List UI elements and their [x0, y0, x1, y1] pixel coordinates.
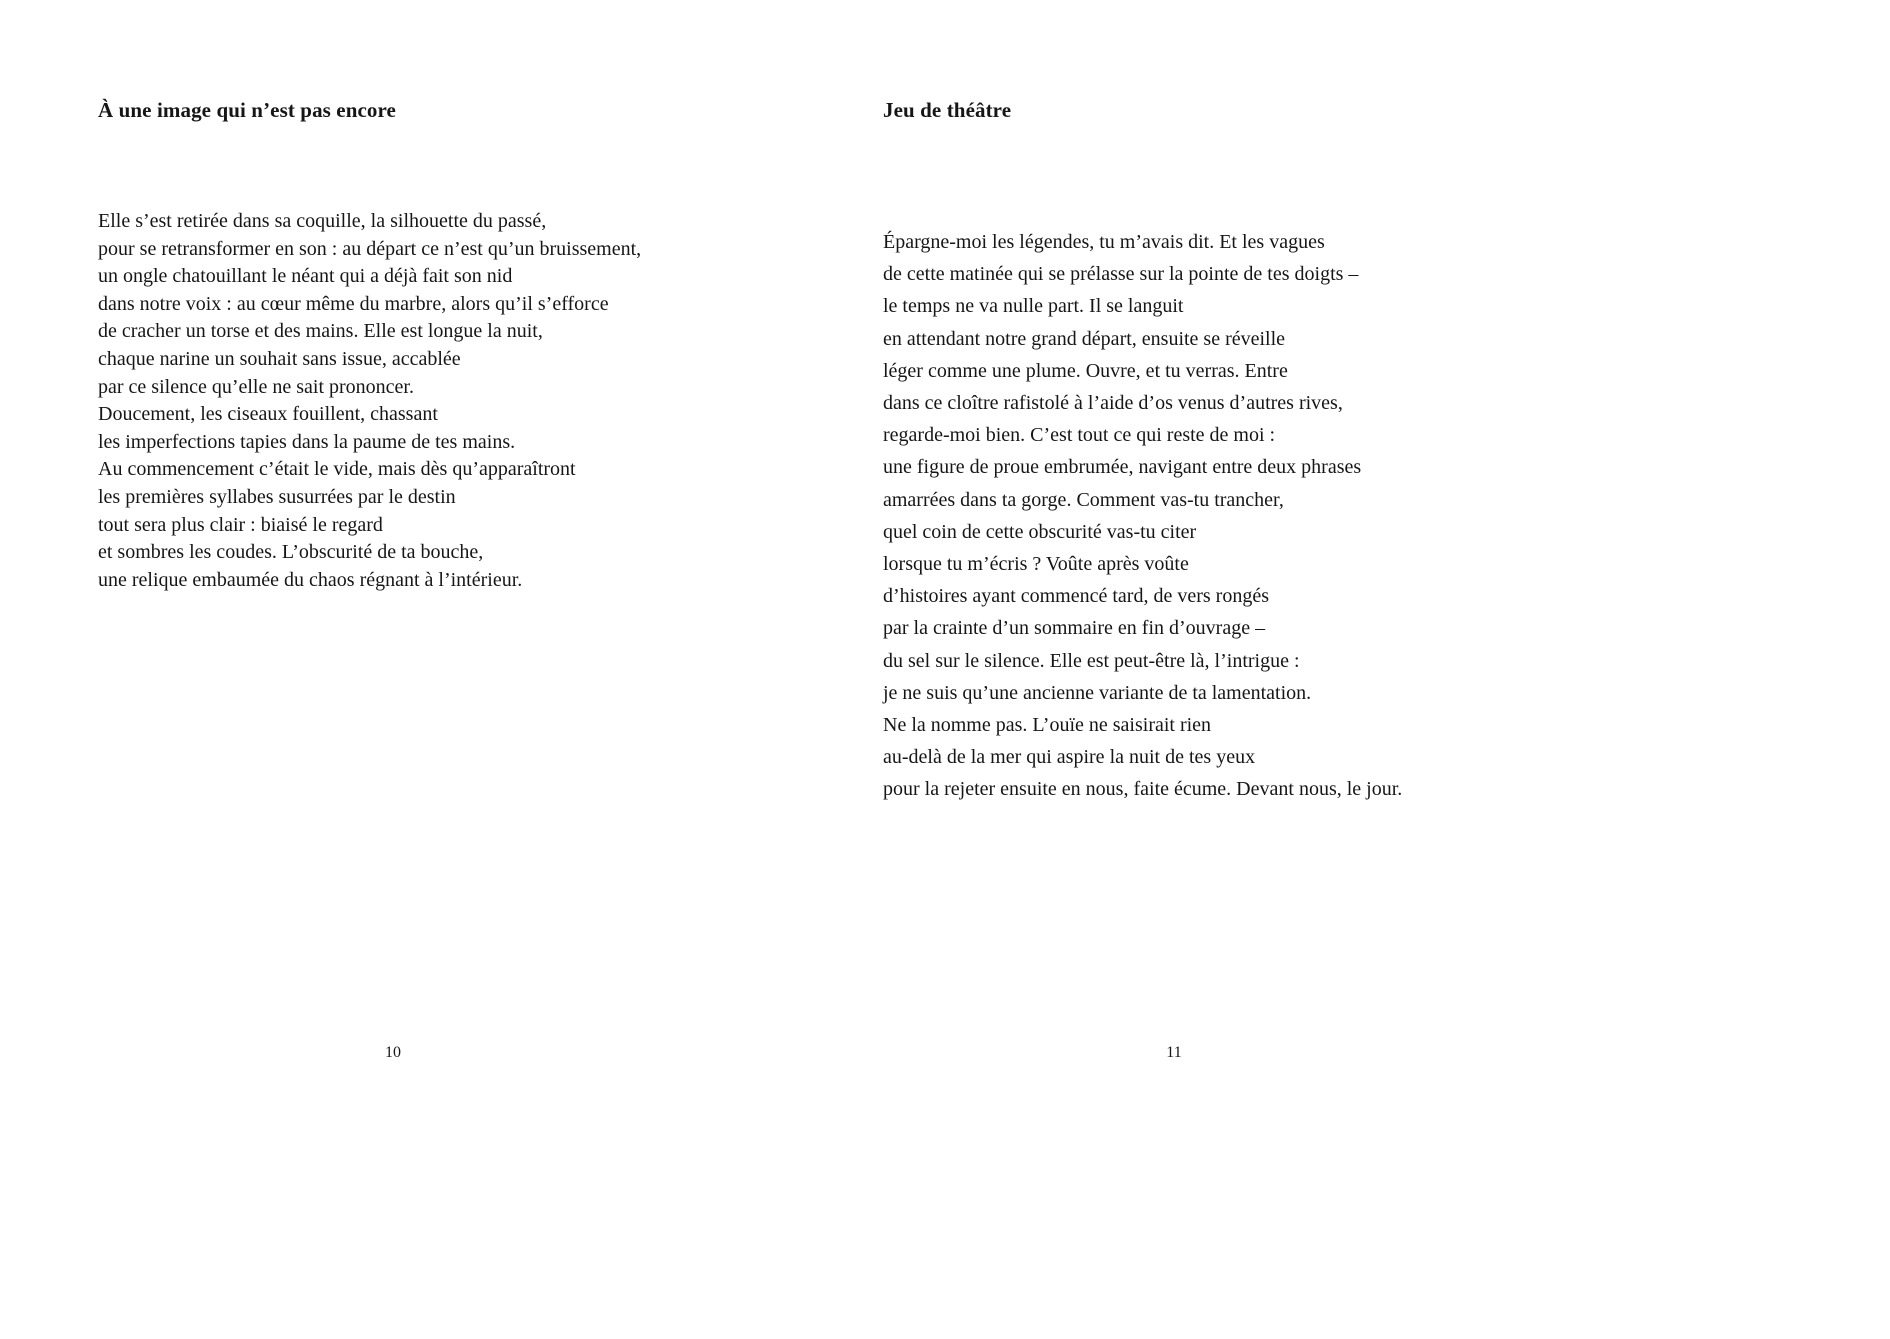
page-number-right: 11 [1166, 1044, 1182, 1061]
poem-line: une figure de proue embrumée, navigant entre deux phrases [883, 456, 1362, 479]
poem-body-right [883, 226, 1402, 806]
poem-title-left: À une image qui n’est pas encore [98, 98, 396, 122]
poem-line: quel coin de cette obscurité vas-tu citer [883, 520, 1197, 543]
poem-line: les imperfections tapies dans la paume de tes mains. [98, 430, 516, 453]
poem-line: pour la rejeter ensuite en nous, faite écume. Devant nous, le jour. [883, 778, 1403, 801]
poem-line: du sel sur le silence. Elle est peut-être là, l’intrigue : [883, 649, 1300, 672]
poem-line: Doucement, les ciseaux fouillent, chassant [98, 403, 438, 426]
poem-line: au-delà de la mer qui aspire la nuit de tes yeux [883, 746, 1256, 769]
poem-line: regarde-moi bien. C’est tout ce qui reste de moi : [883, 424, 1276, 447]
poem-line: Au commencement c’était le vide, mais dès qu’apparaîtront [98, 458, 576, 481]
poem-line: par la crainte d’un sommaire en fin d’ouvrage – [883, 617, 1266, 640]
poem-line: Épargne-moi les légendes, tu m’avais dit. Et les vagues [883, 231, 1325, 253]
page-number-left: 10 [385, 1044, 401, 1061]
poem-line: je ne suis qu’une ancienne variante de ta lamentation. [883, 681, 1312, 704]
poem-line: dans ce cloître rafistolé à l’aide d’os venus d’autres rives, [883, 392, 1343, 415]
page-left [98, 0, 688, 1339]
poem-line: et sombres les coudes. L’obscurité de ta bouche, [98, 541, 484, 564]
poem-line: un ongle chatouillant le néant qui a déjà fait son nid [98, 265, 513, 288]
poem-line: lorsque tu m’écris ? Voûte après voûte [883, 553, 1189, 576]
poem-title-right: Jeu de théâtre [883, 98, 1012, 122]
page-right [883, 0, 1465, 1339]
poem-line: dans notre voix : au cœur même du marbre, alors qu’il s’efforce [98, 292, 609, 315]
poem-line: une relique embaumée du chaos régnant à l’intérieur. [98, 568, 523, 591]
poem-line: les premières syllabes susurrées par le destin [98, 485, 456, 508]
poem-line: Ne la nomme pas. L’ouïe ne saisirait rien [883, 714, 1212, 737]
poem-line: par ce silence qu’elle ne sait prononcer. [98, 375, 414, 398]
poem-line: pour se retransformer en son : au départ ce n’est qu’un bruissement, [98, 237, 642, 260]
poem-line: Elle s’est retirée dans sa coquille, la silhouette du passé, [98, 210, 547, 232]
poem-body-left [98, 208, 641, 594]
poem-line: léger comme une plume. Ouvre, et tu verras. Entre [883, 359, 1288, 382]
poem-line: de cette matinée qui se prélasse sur la pointe de tes doigts – [883, 263, 1359, 286]
poem-line: amarrées dans ta gorge. Comment vas-tu trancher, [883, 488, 1284, 511]
poem-line: chaque narine un souhait sans issue, accablée [98, 347, 461, 370]
poem-line: le temps ne va nulle part. Il se languit [883, 295, 1184, 318]
poem-line: tout sera plus clair : biaisé le regard [98, 513, 383, 536]
poem-line: de cracher un torse et des mains. Elle est longue la nuit, [98, 320, 543, 343]
poem-line: d’histoires ayant commencé tard, de vers rongés [883, 585, 1269, 608]
poem-line: en attendant notre grand départ, ensuite se réveille [883, 327, 1286, 350]
